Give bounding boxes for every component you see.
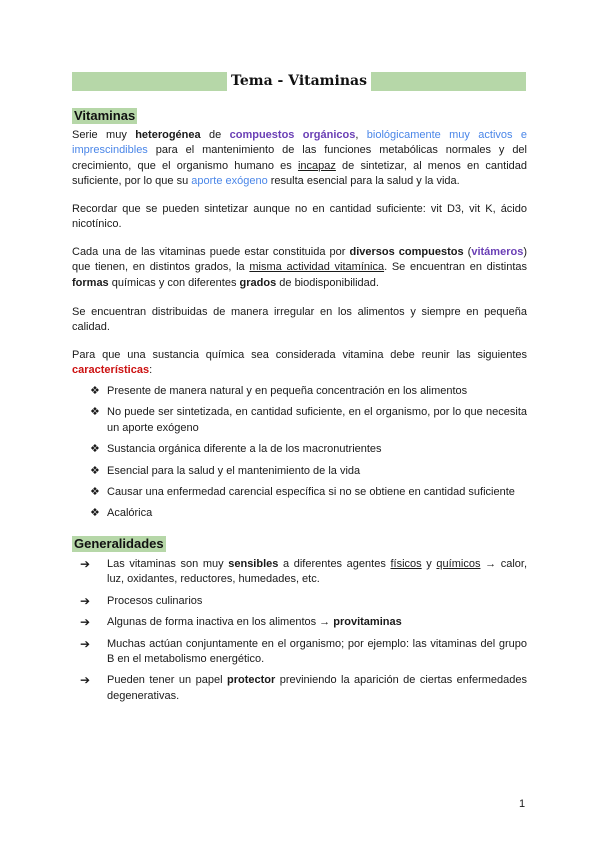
list-item: ➔ Procesos culinarios [80, 593, 203, 608]
paragraph-characteristics-intro: Para que una sustancia química sea considerada vitamina debe reunir las siguientes características: [72, 349, 527, 377]
diamond-bullet-icon: ❖ [90, 486, 100, 499]
list-item: ➔ Las vitaminas son muy sensibles a diferentes agentes físicos y químicos → calor, luz, oxidantes, reductores, humedades, etc. [80, 557, 528, 586]
list-item: ❖ Acalórica [72, 506, 527, 521]
list-item: ❖ Presente de manera natural y en pequeña concentración en los alimentos [72, 384, 527, 399]
diamond-bullet-icon: ❖ [90, 385, 100, 397]
diamond-bullet-icon: ❖ [90, 507, 100, 520]
list-item: ❖ Causar una enfermedad carencial específica si no se obtiene en cantidad suficiente [72, 485, 527, 500]
page-title: Tema - Vitaminas [227, 72, 371, 91]
paragraph-definition: Serie muy heterogénea de compuestos orgánicos, biológicamente muy activos e imprescindibles para el mantenimiento de las funciones metabólicas normales y del crecimiento, que el organismo humano es incapaz de sintetizar, al menos en cantidad suficiente, por lo que su aporte exógeno resulta esencial para la salud y la vida. [72, 129, 528, 188]
arrow-bullet-icon: ➔ [80, 593, 91, 608]
diamond-bullet-icon: ❖ [90, 406, 100, 419]
section-heading-vitaminas: Vitaminas [74, 108, 136, 123]
arrow-bullet-icon: ➔ [80, 557, 91, 571]
title-bar [72, 72, 526, 91]
arrow-bullet-icon: ➔ [80, 636, 91, 651]
section-heading-generalidades: Generalidades [74, 536, 164, 551]
arrow-bullet-icon: ➔ [80, 615, 91, 630]
diamond-bullet-icon: ❖ [90, 464, 100, 477]
paragraph-distribution: Se encuentran distribuidas de manera irregular en los alimentos y siempre en pequeña calidad. [72, 306, 527, 334]
list-item: ➔ Muchas actúan conjuntamente en el organismo; por ejemplo: las vitaminas del grupo B en el metabolismo energético. [80, 636, 527, 666]
paragraph-vitamers: Cada una de las vitaminas puede estar constituida por diversos compuestos (vitámeros) que tienen, en distintos grados, la misma actividad vitamínica. Se encuentran en distintas formas químicas y con diferentes grados de biodisponibilidad. [72, 246, 527, 289]
list-item: ❖ Sustancia orgánica diferente a la de los macronutrientes [72, 442, 527, 457]
list-item: ❖ No puede ser sintetizada, en cantidad suficiente, en el organismo, por lo que necesita un aporte exógeno [90, 406, 527, 434]
paragraph-synthesis: Recordar que se pueden sintetizar aunque no en cantidad suficiente: vit D3, vit K, ácido nicotínico. [72, 203, 527, 231]
list-item: ➔ Pueden tener un papel protector previniendo la aparición de ciertas enfermedades degenerativas. [80, 673, 528, 702]
list-item: ❖ Esencial para la salud y el mantenimiento de la vida [72, 464, 527, 479]
page-number: 1 [519, 798, 526, 810]
diamond-bullet-icon: ❖ [90, 443, 100, 456]
generalidades-list [72, 557, 527, 704]
arrow-bullet-icon: ➔ [80, 673, 91, 688]
list-item: ➔ Algunas de forma inactiva en los alimentos → provitaminas [80, 615, 402, 630]
characteristics-list [72, 384, 527, 522]
